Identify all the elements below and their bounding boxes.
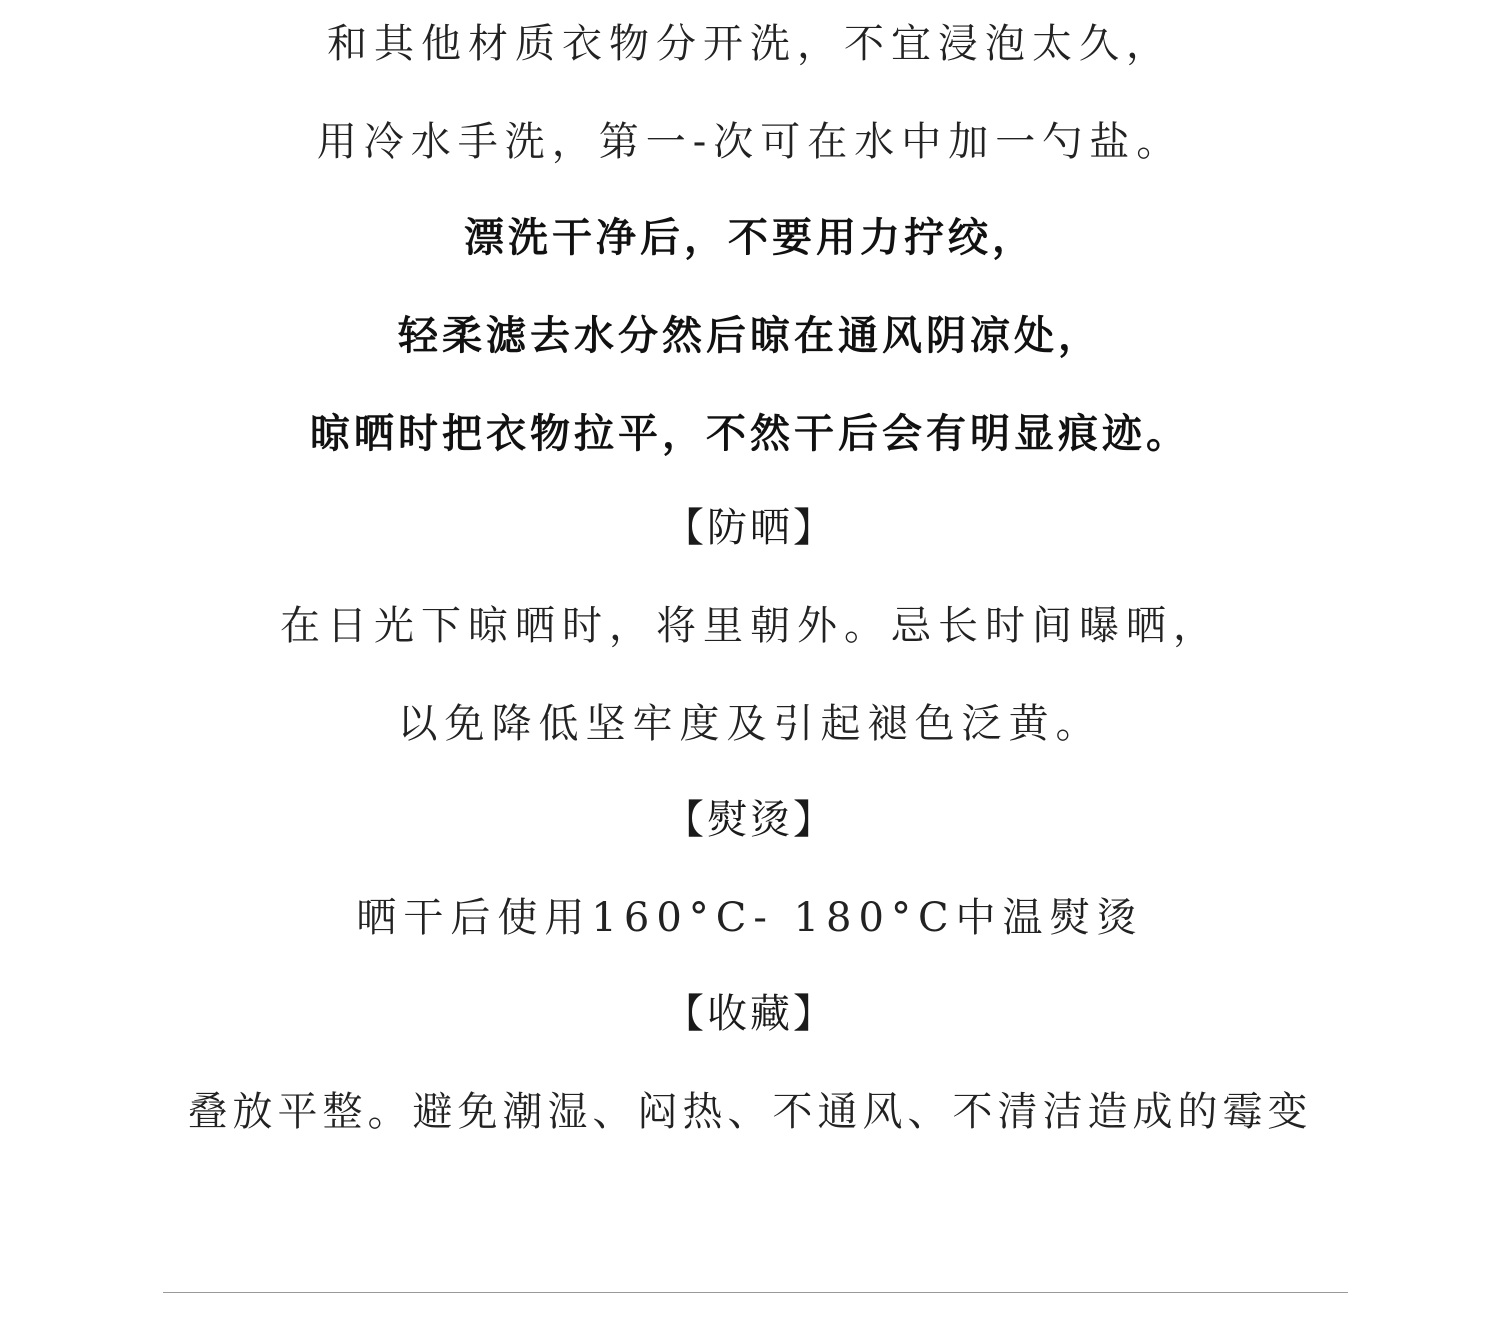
washing-line-2: 用冷水手洗，第一-次可在水中加一勺盐。 — [316, 119, 1184, 165]
ironing-heading: 【熨烫】 — [664, 797, 836, 843]
washing-line-4: 轻柔滤去水分然后晾在通风阴凉处， — [398, 313, 1102, 359]
storage-line-1: 叠放平整。避免潮湿、闷热、不通风、不清洁造成的霉变 — [187, 1089, 1313, 1135]
bottom-divider — [163, 1292, 1348, 1293]
sun-protection-line-2: 以免降低坚牢度及引起褪色泛黄。 — [397, 701, 1103, 747]
ironing-line-1: 晒干后使用160°C- 180°C中温熨烫 — [356, 895, 1144, 941]
storage-heading: 【收藏】 — [664, 991, 836, 1037]
sun-protection-heading: 【防晒】 — [664, 505, 836, 551]
washing-line-5: 晾晒时把衣物拉平，不然干后会有明显痕迹。 — [310, 411, 1190, 457]
washing-line-1: 和其他材质衣物分开洗，不宜浸泡太久， — [327, 21, 1173, 67]
sun-protection-line-1: 在日光下晾晒时，将里朝外。忌长时间曝晒， — [280, 603, 1220, 649]
washing-line-3: 漂洗干净后，不要用力拧绞， — [464, 215, 1036, 261]
